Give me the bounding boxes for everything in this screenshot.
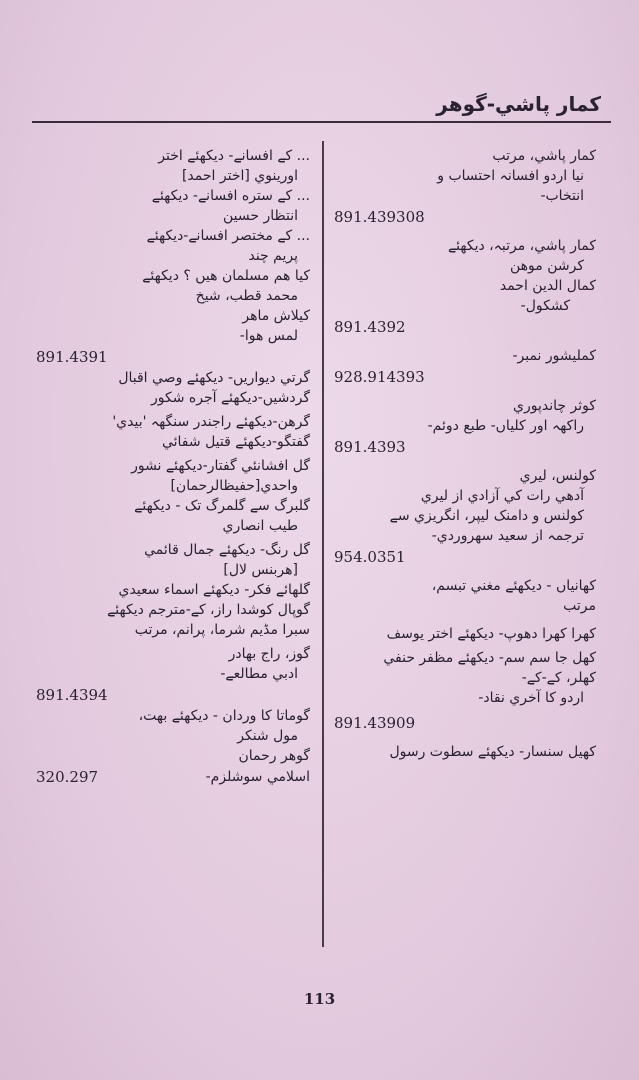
entry-line: گرهن-دیکهئے راجندر سنگهہ 'بیدي' [112,414,310,430]
entry-line: گلهائے فکر- دیکهئے اسماء سعیدي [118,582,310,598]
entry-line-with-number [36,766,310,788]
entry-line: کهل جا سم سم- دیکهئے مظفر حنفي [383,650,596,666]
entry-line: کیلاش ماهر [242,308,310,324]
entry-text: اسلامي سوشلزم- [205,769,310,785]
entry-line: کوثر چاندپوري [513,398,596,414]
entry-line: واحدي[حفیظالرحمان] [170,478,298,494]
entry-line: گوماتا کا وردان - دیکهئے بهت، [138,708,310,724]
spacer [334,458,596,466]
entry-line: کهلر، کے-کے- [521,670,596,686]
column-divider [322,141,324,947]
entry-line: محمد قطب، شیخ [195,288,298,304]
entry-line: مرتب [563,598,596,614]
entry-line: گردشیں-دیکهئے آجره شکور [151,390,310,406]
entry-line: نیا اردو افسانہ احتساب و [437,168,584,184]
entry-line: گوز، راج بهادر [228,646,310,662]
entry-line: گوهر رحمان [238,748,310,764]
entry-line: اورینوي [اختر احمد] [181,168,298,184]
entry-line: ... کے ستره افسانے- دیکهئے [151,188,310,204]
entry-line: گرتي دیواریں- دیکهئے وصي اقبال [118,370,310,386]
entry-line: گفتگو-دیکهئے قتیل شفائي [161,434,310,450]
entry-line: کمار پاشي، مرتب [492,148,596,164]
classification-number: 891.4394 [36,686,108,704]
classification-number: 891.439308 [334,208,425,226]
entry-line: کیا هم مسلمان هیں ؟ دیکهئے [142,268,310,284]
entry-line: کملیشور نمبر- [512,348,596,364]
classification-number: 954.0351 [334,548,406,566]
entry-line: کهانیاں - دیکهئے مغني تبسم، [431,578,596,594]
classification-number: 891.4393 [334,438,406,456]
left-column [36,146,310,788]
spacer [334,228,596,236]
classification-number: 928.914393 [334,368,425,386]
classification-number: 891.4391 [36,348,108,366]
classification-number: 320.297 [36,768,99,786]
entry-line: کمار پاشي، مرتبہ، دیکھئے [447,238,596,254]
entry-line: انتظار حسین [223,208,298,224]
spacer [334,734,596,742]
spacer [334,616,596,624]
entry-line: کهیل سنسار- دیکهئے سطوت رسول [389,744,596,760]
entry-line: گل رنگ- دیکهئے جمال قائمي [144,542,310,558]
page-number: 113 [303,990,336,1008]
entry-line: طیب انصاري [222,518,298,534]
entry-line: [هربنس لال] [223,562,298,578]
entry-line: ... کے افسانے- دیکهئے اختر [158,148,310,164]
classification-number: 891.43909 [334,714,416,732]
entry-line: راکهہ اور کلیاں- طبع دوئم- [427,418,584,434]
entry-line: گل افشانئي گفتار-دیکهئے نشور [131,458,310,474]
spacer [334,568,596,576]
entry-line: گلبرگ سے گلمرگ تک - دیکهئے [134,498,310,514]
spacer [334,388,596,396]
entry-line: مول شنکر [237,728,298,744]
entry-line: کولنس و دامنک لیپر، انگریزي سے [389,508,584,524]
header-rule [32,121,611,123]
entry-line: کمال الدین احمد [499,278,596,294]
entry-line: لمس هوا- [239,328,298,344]
entry-line: اردو کا آخري نقاد- [478,690,584,706]
classification-number: 891.4392 [334,318,406,336]
entry-line: سبرا مڈیم شرما، پرانم، مرتب [134,622,310,638]
entry-line: گوپال کوشدا راز، کے-مترجم دیکهئے [107,602,310,618]
entry-line: ترجمہ از سعید سهروردي- [431,528,584,544]
entry-line: پریم چند [248,248,298,264]
entry-line: کرشن موهن [510,258,584,274]
entry-line: ادبي مطالعے- [220,666,298,682]
entry-line: ... کے مختصر افسانے-دیکهئے [146,228,310,244]
entry-line: کهرا کهرا دهوپ- دیکهئے اختر یوسف [386,626,596,642]
entry-line: انتخاب- [540,188,584,204]
page-header-title: کمار پاشي-گوهر [436,92,601,116]
spacer [334,338,596,346]
entry-line: آدهي رات کي آزادي از لیري [420,488,584,504]
entry-line: کشکول- [520,298,570,314]
right-column [334,146,596,762]
entry-line: کولنس، لیري [519,468,596,484]
